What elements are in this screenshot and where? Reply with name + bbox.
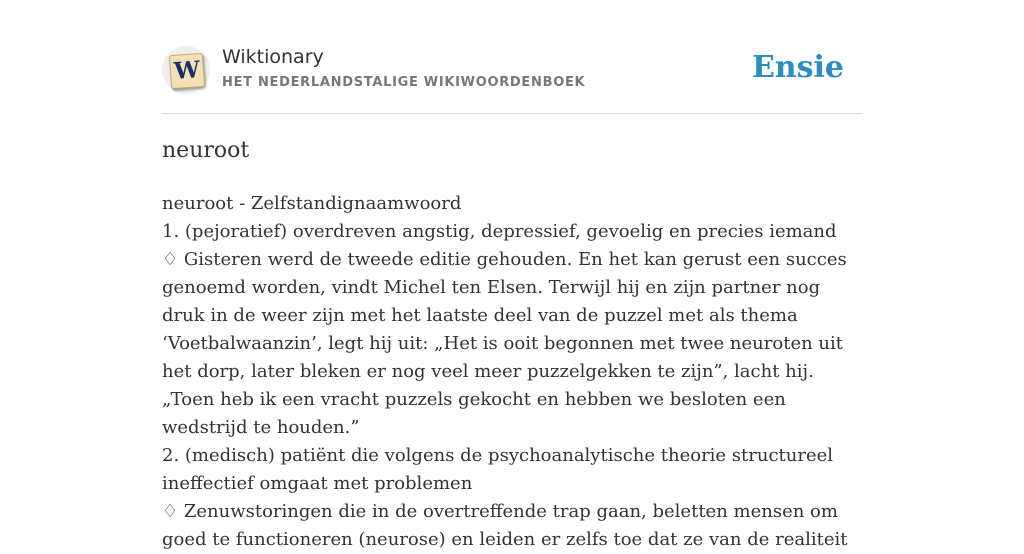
entry-heading-line: neuroot - Zelfstandignaamwoord [162, 193, 462, 214]
logo-tile [169, 53, 205, 89]
ensie-logo[interactable]: Ensie [751, 50, 844, 85]
logo-letter: W [173, 56, 201, 85]
definition-2: 2. (medisch) patiënt die volgens de psychoanalytische theorie structureel ineffectief omgaat met problemen [162, 445, 834, 494]
entry-content [162, 190, 862, 554]
wiktionary-logo-icon[interactable] [162, 46, 210, 94]
page-title: neuroot [162, 138, 250, 163]
example-1: ♢ Gisteren werd de tweede editie gehouden. En het kan gerust een succes genoemd worden, vindt Michel ten Elsen. Terwijl hij en zijn partner nog druk in de weer zijn met het laatste deel van de puzzel met als thema ‘Voetbalwaanzin’, legt hij uit: „Het is ooit begonnen met twee neuroten uit het dorp, later bleken er nog veel meer puzzelgekken te zijn”, lacht hij. „Toen heb ik een vracht puzzels gekocht en hebben we besloten een wedstrijd te houden.” [162, 249, 847, 438]
header-divider [162, 113, 862, 114]
site-header [162, 44, 862, 100]
definition-1: 1. (pejoratief) overdreven angstig, depressief, gevoelig en precies iemand [162, 221, 837, 242]
site-subtitle: HET NEDERLANDSTALIGE WIKIWOORDENBOEK [222, 75, 586, 90]
example-2: ♢ Zenuwstoringen die in de overtreffende trap gaan, beletten mensen om goed te functioneren (neurose) en leiden er zelfs toe dat ze van de realiteit [162, 501, 848, 550]
site-name[interactable]: Wiktionary [222, 46, 324, 68]
